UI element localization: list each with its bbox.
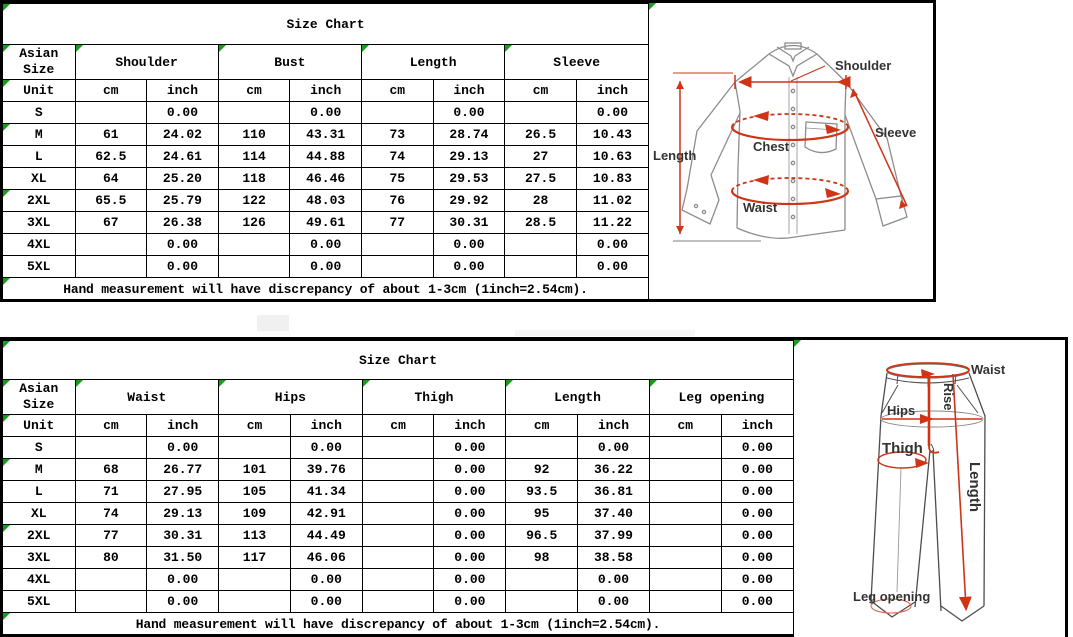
size-value bbox=[362, 503, 434, 525]
size-value bbox=[362, 256, 434, 278]
size-value: 101 bbox=[219, 459, 291, 481]
size-value bbox=[218, 102, 290, 124]
size-value bbox=[75, 591, 147, 613]
size-value: 113 bbox=[219, 525, 291, 547]
size-label: 4XL bbox=[3, 569, 75, 591]
size-value: 71 bbox=[75, 481, 147, 503]
size-value bbox=[649, 591, 721, 613]
size-value: 0.00 bbox=[578, 437, 650, 459]
unit-cell: cm bbox=[75, 80, 147, 102]
size-value bbox=[505, 256, 577, 278]
column-group-header: Length bbox=[506, 380, 650, 415]
size-value: 67 bbox=[75, 212, 147, 234]
size-value: 0.00 bbox=[434, 459, 506, 481]
size-value: 43.31 bbox=[290, 124, 362, 146]
unit-cell: cm bbox=[362, 80, 434, 102]
pants-size-table bbox=[3, 340, 794, 637]
column-group-header: Length bbox=[362, 45, 505, 80]
size-value: 80 bbox=[75, 547, 147, 569]
size-value: 0.00 bbox=[578, 569, 650, 591]
size-value: 48.03 bbox=[290, 190, 362, 212]
size-value bbox=[649, 503, 721, 525]
size-value: 76 bbox=[362, 190, 434, 212]
size-value bbox=[649, 547, 721, 569]
size-value: 44.88 bbox=[290, 146, 362, 168]
size-value: 37.99 bbox=[578, 525, 650, 547]
size-value: 44.49 bbox=[290, 525, 362, 547]
length-label: Length bbox=[653, 148, 697, 163]
size-value: 68 bbox=[75, 459, 147, 481]
size-label: S bbox=[3, 437, 75, 459]
size-value bbox=[75, 256, 147, 278]
size-value bbox=[362, 569, 434, 591]
size-value: 0.00 bbox=[147, 437, 219, 459]
size-value bbox=[362, 234, 434, 256]
size-value: 0.00 bbox=[290, 569, 362, 591]
size-value: 0.00 bbox=[721, 525, 793, 547]
size-value bbox=[219, 437, 291, 459]
size-value bbox=[649, 569, 721, 591]
size-value: 109 bbox=[219, 503, 291, 525]
size-value: 46.06 bbox=[290, 547, 362, 569]
size-value bbox=[362, 481, 434, 503]
size-value: 0.00 bbox=[290, 234, 362, 256]
size-value: 0.00 bbox=[147, 234, 219, 256]
size-value: 0.00 bbox=[290, 102, 362, 124]
size-value: 0.00 bbox=[576, 234, 648, 256]
size-value: 0.00 bbox=[434, 525, 506, 547]
size-value: 27.95 bbox=[147, 481, 219, 503]
size-value: 29.53 bbox=[433, 168, 505, 190]
size-value: 10.83 bbox=[576, 168, 648, 190]
unit-cell: inch bbox=[147, 80, 219, 102]
size-value bbox=[75, 569, 147, 591]
size-label: 3XL bbox=[3, 212, 75, 234]
size-value: 0.00 bbox=[721, 591, 793, 613]
unit-cell: inch bbox=[290, 415, 362, 437]
unit-cell: cm bbox=[219, 415, 291, 437]
column-group-header: Shoulder bbox=[75, 45, 218, 80]
size-value bbox=[649, 459, 721, 481]
corner-header-asian-size: Asian Size bbox=[3, 45, 75, 80]
unit-cell: cm bbox=[75, 415, 147, 437]
size-value bbox=[506, 437, 578, 459]
leg-opening-label: Leg opening bbox=[853, 589, 931, 604]
rise-label: Rise bbox=[941, 383, 956, 411]
size-value: 31.50 bbox=[147, 547, 219, 569]
size-value: 25.79 bbox=[147, 190, 219, 212]
size-value: 38.58 bbox=[578, 547, 650, 569]
size-value bbox=[362, 437, 434, 459]
size-value: 122 bbox=[218, 190, 290, 212]
size-value: 49.61 bbox=[290, 212, 362, 234]
size-value bbox=[362, 591, 434, 613]
waist-label: Waist bbox=[743, 200, 778, 215]
size-value: 0.00 bbox=[576, 102, 648, 124]
unit-cell: inch bbox=[433, 80, 505, 102]
size-label: S bbox=[3, 102, 75, 124]
size-value: 61 bbox=[75, 124, 147, 146]
size-value bbox=[505, 102, 577, 124]
column-group-header: Waist bbox=[75, 380, 219, 415]
size-value: 98 bbox=[506, 547, 578, 569]
size-value: 0.00 bbox=[434, 437, 506, 459]
pants-size-chart-section bbox=[0, 337, 1068, 637]
size-label: XL bbox=[3, 503, 75, 525]
size-label: 2XL bbox=[3, 525, 75, 547]
column-group-header: Hips bbox=[219, 380, 363, 415]
unit-cell: cm bbox=[505, 80, 577, 102]
size-value: 0.00 bbox=[721, 437, 793, 459]
size-value: 25.20 bbox=[147, 168, 219, 190]
size-value: 0.00 bbox=[290, 591, 362, 613]
size-value bbox=[649, 437, 721, 459]
size-value: 36.22 bbox=[578, 459, 650, 481]
size-value: 0.00 bbox=[721, 547, 793, 569]
size-value: 0.00 bbox=[434, 503, 506, 525]
size-value: 93.5 bbox=[506, 481, 578, 503]
size-value: 46.46 bbox=[290, 168, 362, 190]
size-value: 0.00 bbox=[721, 503, 793, 525]
size-value: 29.13 bbox=[147, 503, 219, 525]
size-value: 74 bbox=[362, 146, 434, 168]
unit-cell: cm bbox=[506, 415, 578, 437]
size-value: 105 bbox=[219, 481, 291, 503]
size-label: 3XL bbox=[3, 547, 75, 569]
size-value: 62.5 bbox=[75, 146, 147, 168]
size-value: 26.38 bbox=[147, 212, 219, 234]
unit-cell: inch bbox=[434, 415, 506, 437]
gray-smudge bbox=[257, 315, 289, 331]
thigh-label: Thigh bbox=[882, 440, 923, 457]
size-value: 77 bbox=[75, 525, 147, 547]
size-label: L bbox=[3, 481, 75, 503]
size-value: 24.02 bbox=[147, 124, 219, 146]
size-value: 0.00 bbox=[433, 234, 505, 256]
size-value: 28.5 bbox=[505, 212, 577, 234]
column-group-header: Bust bbox=[218, 45, 361, 80]
size-label: L bbox=[3, 146, 75, 168]
pants-length-label: Length bbox=[966, 462, 983, 512]
size-value: 0.00 bbox=[434, 591, 506, 613]
size-value: 0.00 bbox=[721, 481, 793, 503]
size-value: 0.00 bbox=[578, 591, 650, 613]
size-value: 96.5 bbox=[506, 525, 578, 547]
size-value: 0.00 bbox=[434, 481, 506, 503]
shoulder-label: Shoulder bbox=[835, 58, 892, 73]
unit-cell: inch bbox=[578, 415, 650, 437]
size-value: 11.02 bbox=[576, 190, 648, 212]
measurement-note: Hand measurement will have discrepancy of about 1-3cm (1inch=2.54cm). bbox=[3, 278, 648, 302]
size-value: 0.00 bbox=[147, 102, 219, 124]
size-label: 5XL bbox=[3, 256, 75, 278]
size-value bbox=[75, 102, 147, 124]
size-value: 26.5 bbox=[505, 124, 577, 146]
size-value: 39.76 bbox=[290, 459, 362, 481]
size-value: 28.74 bbox=[433, 124, 505, 146]
column-group-header: Thigh bbox=[362, 380, 506, 415]
pants-drawing bbox=[794, 340, 1065, 637]
size-value: 126 bbox=[218, 212, 290, 234]
size-value bbox=[218, 256, 290, 278]
size-value: 0.00 bbox=[433, 102, 505, 124]
size-value: 0.00 bbox=[721, 569, 793, 591]
corner-header-asian-size: Asian Size bbox=[3, 380, 75, 415]
size-value: 42.91 bbox=[290, 503, 362, 525]
shirt-size-chart-section bbox=[0, 0, 936, 302]
size-value bbox=[649, 481, 721, 503]
size-value bbox=[75, 234, 147, 256]
size-value: 29.92 bbox=[433, 190, 505, 212]
unit-cell: cm bbox=[649, 415, 721, 437]
unit-row-label: Unit bbox=[3, 415, 75, 437]
size-value: 73 bbox=[362, 124, 434, 146]
size-value: 10.43 bbox=[576, 124, 648, 146]
size-chart-title: Size Chart bbox=[3, 341, 793, 380]
size-chart-title: Size Chart bbox=[3, 4, 648, 45]
size-label: 2XL bbox=[3, 190, 75, 212]
size-value: 74 bbox=[75, 503, 147, 525]
size-value: 36.81 bbox=[578, 481, 650, 503]
size-value bbox=[362, 102, 434, 124]
gray-smudge-2 bbox=[515, 330, 695, 336]
size-value bbox=[219, 591, 291, 613]
size-value: 11.22 bbox=[576, 212, 648, 234]
size-value: 0.00 bbox=[290, 437, 362, 459]
hips-label: Hips bbox=[887, 403, 916, 418]
size-value: 77 bbox=[362, 212, 434, 234]
shirt-measure-lines bbox=[673, 66, 907, 234]
size-value: 92 bbox=[506, 459, 578, 481]
unit-cell: inch bbox=[576, 80, 648, 102]
size-value: 28 bbox=[505, 190, 577, 212]
chest-label: Chest bbox=[753, 139, 790, 154]
size-value: 114 bbox=[218, 146, 290, 168]
size-value: 0.00 bbox=[721, 459, 793, 481]
size-value bbox=[219, 569, 291, 591]
size-value: 75 bbox=[362, 168, 434, 190]
size-value: 27.5 bbox=[505, 168, 577, 190]
size-value: 110 bbox=[218, 124, 290, 146]
pants-waist-label: Waist bbox=[971, 362, 1006, 377]
size-value bbox=[506, 591, 578, 613]
size-label: M bbox=[3, 124, 75, 146]
size-label: 4XL bbox=[3, 234, 75, 256]
size-value: 29.13 bbox=[433, 146, 505, 168]
shirt-diagram bbox=[649, 3, 933, 299]
size-value: 118 bbox=[218, 168, 290, 190]
size-label: 5XL bbox=[3, 591, 75, 613]
size-value: 0.00 bbox=[290, 256, 362, 278]
size-value bbox=[362, 525, 434, 547]
size-label: M bbox=[3, 459, 75, 481]
shirt-size-table bbox=[3, 3, 649, 299]
size-value: 0.00 bbox=[433, 256, 505, 278]
unit-cell: inch bbox=[721, 415, 793, 437]
column-group-header: Sleeve bbox=[505, 45, 648, 80]
size-value: 0.00 bbox=[434, 569, 506, 591]
size-value bbox=[506, 569, 578, 591]
size-value: 64 bbox=[75, 168, 147, 190]
pants-diagram bbox=[794, 340, 1065, 637]
size-value: 0.00 bbox=[147, 591, 219, 613]
size-value: 0.00 bbox=[147, 569, 219, 591]
size-value: 0.00 bbox=[576, 256, 648, 278]
size-value bbox=[75, 437, 147, 459]
size-value: 0.00 bbox=[147, 256, 219, 278]
size-value: 41.34 bbox=[290, 481, 362, 503]
size-value: 95 bbox=[506, 503, 578, 525]
size-value: 26.77 bbox=[147, 459, 219, 481]
size-value: 24.61 bbox=[147, 146, 219, 168]
size-value: 30.31 bbox=[433, 212, 505, 234]
size-label: XL bbox=[3, 168, 75, 190]
size-value: 27 bbox=[505, 146, 577, 168]
shirt-buttons bbox=[791, 89, 794, 218]
unit-cell: cm bbox=[362, 415, 434, 437]
size-value: 30.31 bbox=[147, 525, 219, 547]
column-group-header: Leg opening bbox=[649, 380, 793, 415]
size-value bbox=[649, 525, 721, 547]
size-value: 65.5 bbox=[75, 190, 147, 212]
size-value: 10.63 bbox=[576, 146, 648, 168]
unit-cell: inch bbox=[290, 80, 362, 102]
measurement-note: Hand measurement will have discrepancy of about 1-3cm (1inch=2.54cm). bbox=[3, 613, 793, 637]
size-value: 117 bbox=[219, 547, 291, 569]
size-value: 0.00 bbox=[434, 547, 506, 569]
shirt-drawing bbox=[649, 3, 933, 299]
sleeve-label: Sleeve bbox=[875, 125, 917, 140]
size-value bbox=[362, 547, 434, 569]
unit-cell: cm bbox=[218, 80, 290, 102]
size-value bbox=[218, 234, 290, 256]
unit-row-label: Unit bbox=[3, 80, 75, 102]
size-value: 37.40 bbox=[578, 503, 650, 525]
size-value bbox=[505, 234, 577, 256]
unit-cell: inch bbox=[147, 415, 219, 437]
size-value bbox=[362, 459, 434, 481]
